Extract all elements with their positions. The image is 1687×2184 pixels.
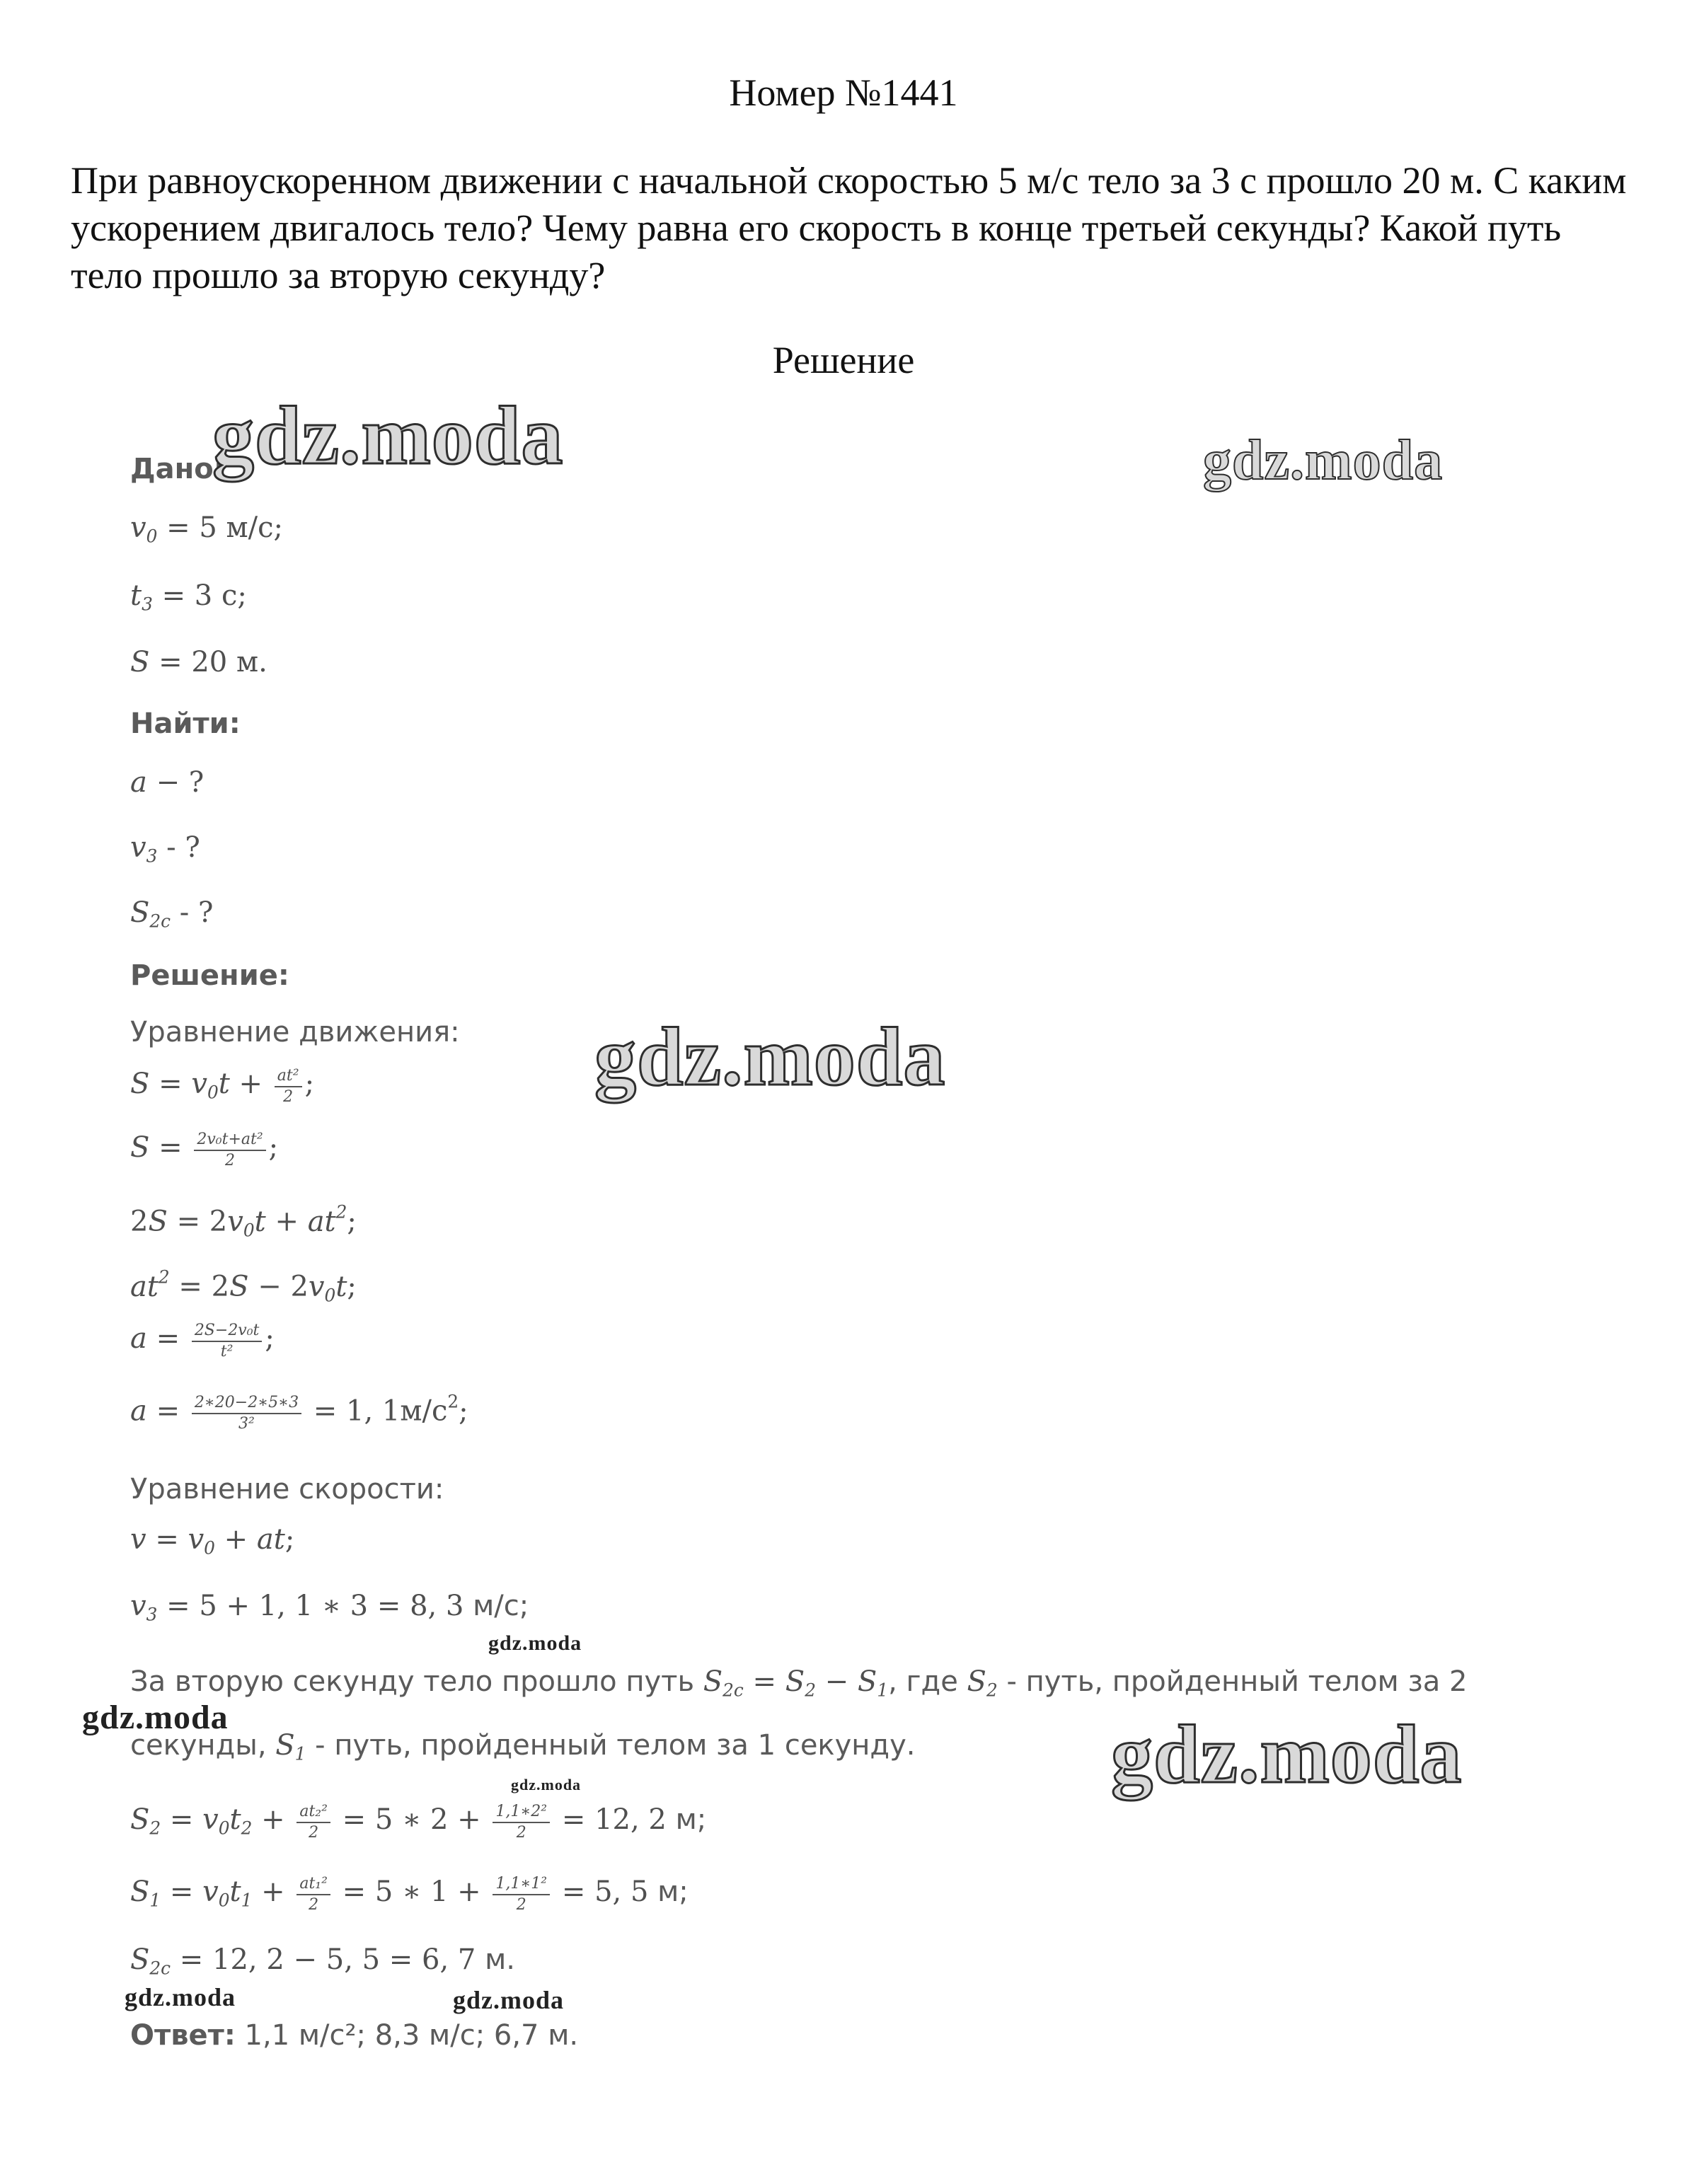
- speed-equation-label: Уравнение скорости:: [130, 1473, 444, 1506]
- watermark-logo: gdz.moda: [82, 1699, 229, 1736]
- given-t3: $t_3 = 3$ c;: [130, 579, 247, 615]
- find-label: Найти:: [130, 707, 241, 740]
- second-second-text-line-1: За вторую секунду тело прошло путь $S_{2c} = S_2 - S_1$, где $S_2$ - путь, пройденный телом за 2: [130, 1665, 1468, 1701]
- watermark-logo: gdz.moda: [125, 1983, 236, 2011]
- watermark-logo: gdz.moda: [1111, 1708, 1463, 1801]
- equation-7: $v = v_0$ + at;: [130, 1523, 295, 1559]
- watermark-logo: gdz.moda: [1203, 429, 1444, 492]
- equation-2: S = $\frac{\text{2v₀t+at²}}{2}$ ;: [130, 1130, 279, 1169]
- watermark-logo: gdz.moda: [511, 1776, 582, 1793]
- equation-6: a = $\frac{2∗20-2∗5∗3}{\text{3²}}$ = 1, $1м/с^2$;: [130, 1391, 468, 1433]
- given-s: S = 20 м.: [130, 646, 267, 678]
- second-second-text-line-2: секунды, $S_1$ - путь, пройденный телом за 1 секунду.: [130, 1729, 916, 1764]
- watermark-logo: gdz.moda: [594, 1010, 946, 1103]
- equation-s2c: $S_{2c} = 12$, 2 − 5, 5 = 6, 7 м.: [130, 1943, 515, 1979]
- equation-8: $v_3 = 5 + 1$, 1 ∗ 3 = 8, 3 м/с;: [130, 1590, 529, 1625]
- solution-heading: Решение: [772, 339, 915, 381]
- find-v3: $v_3$ - ?: [130, 831, 200, 867]
- watermark-logo: gdz.moda: [212, 389, 564, 482]
- equation-4: $at^2 = 2S - 2v_0t$;: [130, 1266, 357, 1306]
- watermark-logo: gdz.moda: [453, 1986, 565, 2014]
- equation-1: $S = v_0t$ + $\frac{\text{at²}}{2}$ ;: [130, 1066, 315, 1106]
- find-a: a − ?: [130, 766, 205, 799]
- equation-s2: $S_2 = v_0t_2$ + $\frac{\text{at₂²}}{2}$ = 5 ∗ 2 + $\frac{\text{1,1∗2²}}{2}$ = 12, 2 м;: [130, 1802, 707, 1842]
- task-text: При равноускоренном движении с начальной скоростью 5 м/с тело за 3 с прошло 20 м. С каким ускорением двигалось тело? Чему равна его скорость в конце третьей секунды? Какой путь тело прошло за вторую секунду?: [71, 159, 1627, 296]
- solution-label: Решение:: [130, 959, 289, 992]
- page-title: Номер №1441: [729, 71, 958, 114]
- given-v0: $v_0 = 5$ м/с;: [130, 512, 283, 547]
- equation-s1: $S_1 = v_0t_1$ + $\frac{\text{at₁²}}{2}$ = 5 ∗ 1 + $\frac{\text{1,1∗1²}}{2}$ = 5, 5 м;: [130, 1874, 689, 1914]
- find-s2c: $S_{2c}$ - ?: [130, 896, 214, 932]
- answer-line: Ответ: 1,1 м/с²; 8,3 м/с; 6,7 м.: [130, 2019, 579, 2052]
- given-label: Дано:: [130, 453, 225, 485]
- equation-3: $2S = 2v_0t + at^2$;: [130, 1201, 357, 1241]
- motion-equation-label: Уравнение движения:: [130, 1016, 460, 1048]
- equation-5: a = $\frac{\text{2S−2v₀t}}{\text{t²}}$ ;: [130, 1321, 275, 1360]
- watermark-logo: gdz.moda: [488, 1631, 582, 1655]
